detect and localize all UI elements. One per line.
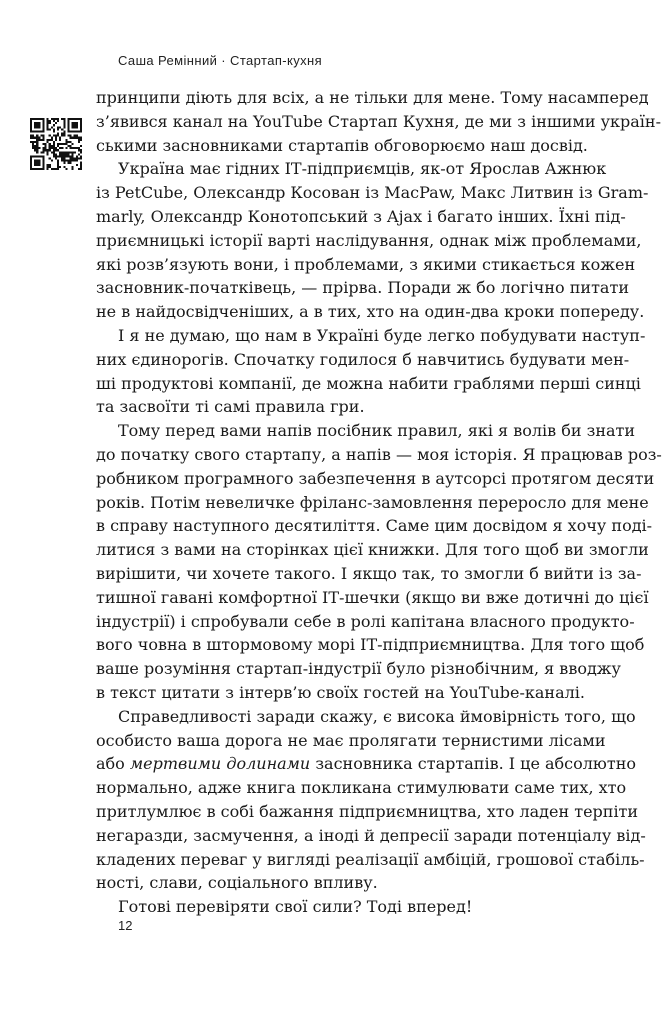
text-line: в текст цитати з інтерв’ю своїх гостей на YouTube-каналі. xyxy=(96,682,585,702)
text-line: засновник-початківець, — прірва. Поради ж бо логічно питати xyxy=(96,278,629,298)
text-line: них єдинорогів. Спочатку годилося б навчитись будувати мен- xyxy=(96,349,630,369)
text-line: приємницькі історії варті наслідування, однак між проблемами, xyxy=(96,230,642,250)
text-line: особисто ваша дорога не має пролягати тернистими лісами xyxy=(96,730,606,750)
text-line: marly, Олександр Конотопський з Ajax і багато інших. Їхні під- xyxy=(96,206,626,226)
text-line: з’явився канал на YouTube Стартап Кухня, де ми з іншими україн- xyxy=(96,111,661,131)
text-line: або мертвими долинами засновника стартапів. І це абсолютно xyxy=(96,754,637,774)
text-line: років. Потім невеличке фріланс-замовлення переросло для мене xyxy=(96,492,649,512)
paragraph xyxy=(96,324,646,419)
text-line: притлумлює в собі бажання підприємництва, хто ладен терпіти xyxy=(96,801,639,821)
running-head: Саша Ремінний · Стартап-кухня xyxy=(118,53,323,68)
text-line: тишної гавані комфортної ІТ-шечки (якщо ви вже дотичні до цієї xyxy=(96,587,649,607)
text-line: Готові перевіряти свої сили? Тоді вперед! xyxy=(118,897,473,917)
text-line: робником програмного забезпечення в аутсорсі протягом десяти xyxy=(96,468,655,488)
text-line: негаразди, засмучення, а іноді й депресії заради потенціалу від- xyxy=(96,825,646,845)
text-line: які розв’язують вони, і проблемами, з якими стикається кожен xyxy=(96,254,636,274)
text-line: Україна має гідних ІТ-підприємців, як-от Ярослав Ажнюк xyxy=(118,159,607,179)
text-line: ності, слави, соціального впливу. xyxy=(96,873,378,893)
body-text xyxy=(96,86,662,919)
paragraph xyxy=(96,419,662,705)
paragraph xyxy=(96,157,649,324)
text-line: Тому перед вами напів посібник правил, які я волів би знати xyxy=(118,421,636,441)
text-line: нормально, адже книга покликана стимулювати саме тих, хто xyxy=(96,778,627,798)
text-line: вирішити, чи хочете такого. І якщо так, то змогли б вийти із за- xyxy=(96,563,642,583)
text-line: Справедливості заради скажу, є висока ймовірність того, що xyxy=(118,706,636,726)
paragraph xyxy=(96,895,570,919)
text-line: із PetCube, Олександр Косован із MacPaw, Макс Литвин із Gram- xyxy=(96,183,649,203)
text-line: індустрії) і спробували себе в ролі капітана власного продукто- xyxy=(96,611,635,631)
text-line: до початку свого стартапу, а напів — моя історія. Я працював роз- xyxy=(96,444,662,464)
text-line: в справу наступного десятиліття. Саме цим досвідом я хочу поді- xyxy=(96,516,653,536)
page-number: 12 xyxy=(118,918,133,933)
paragraph xyxy=(96,86,661,157)
text-line: ськими засновниками стартапів обговорюємо наш досвід. xyxy=(96,135,588,155)
text-line: вого човна в штормовому морі ІТ-підприємництва. Для того щоб xyxy=(96,635,645,655)
text-line: литися з вами на сторінках цієї книжки. Для того щоб ви змогли xyxy=(96,540,649,560)
text-line: принципи діють для всіх, а не тільки для мене. Тому насамперед xyxy=(96,88,649,107)
text-line: ваше розуміння стартап-індустрії було різнобічним, я вводжу xyxy=(96,659,621,679)
paragraph xyxy=(96,705,646,895)
text-line: не в найдосвідченіших, а в тих, хто на один-два кроки попереду. xyxy=(96,302,645,322)
text-line: ші продуктові компанії, де можна набити граблями перші синці xyxy=(96,373,641,393)
text-line: І я не думаю, що нам в Україні буде легко побудувати наступ- xyxy=(118,325,646,345)
text-line: кладених переваг у вигляді реалізації амбіцій, грошової стабіль- xyxy=(96,849,645,869)
text-line: та засвоїти ті самі правила гри. xyxy=(96,397,365,417)
qr-code-icon xyxy=(30,118,82,170)
